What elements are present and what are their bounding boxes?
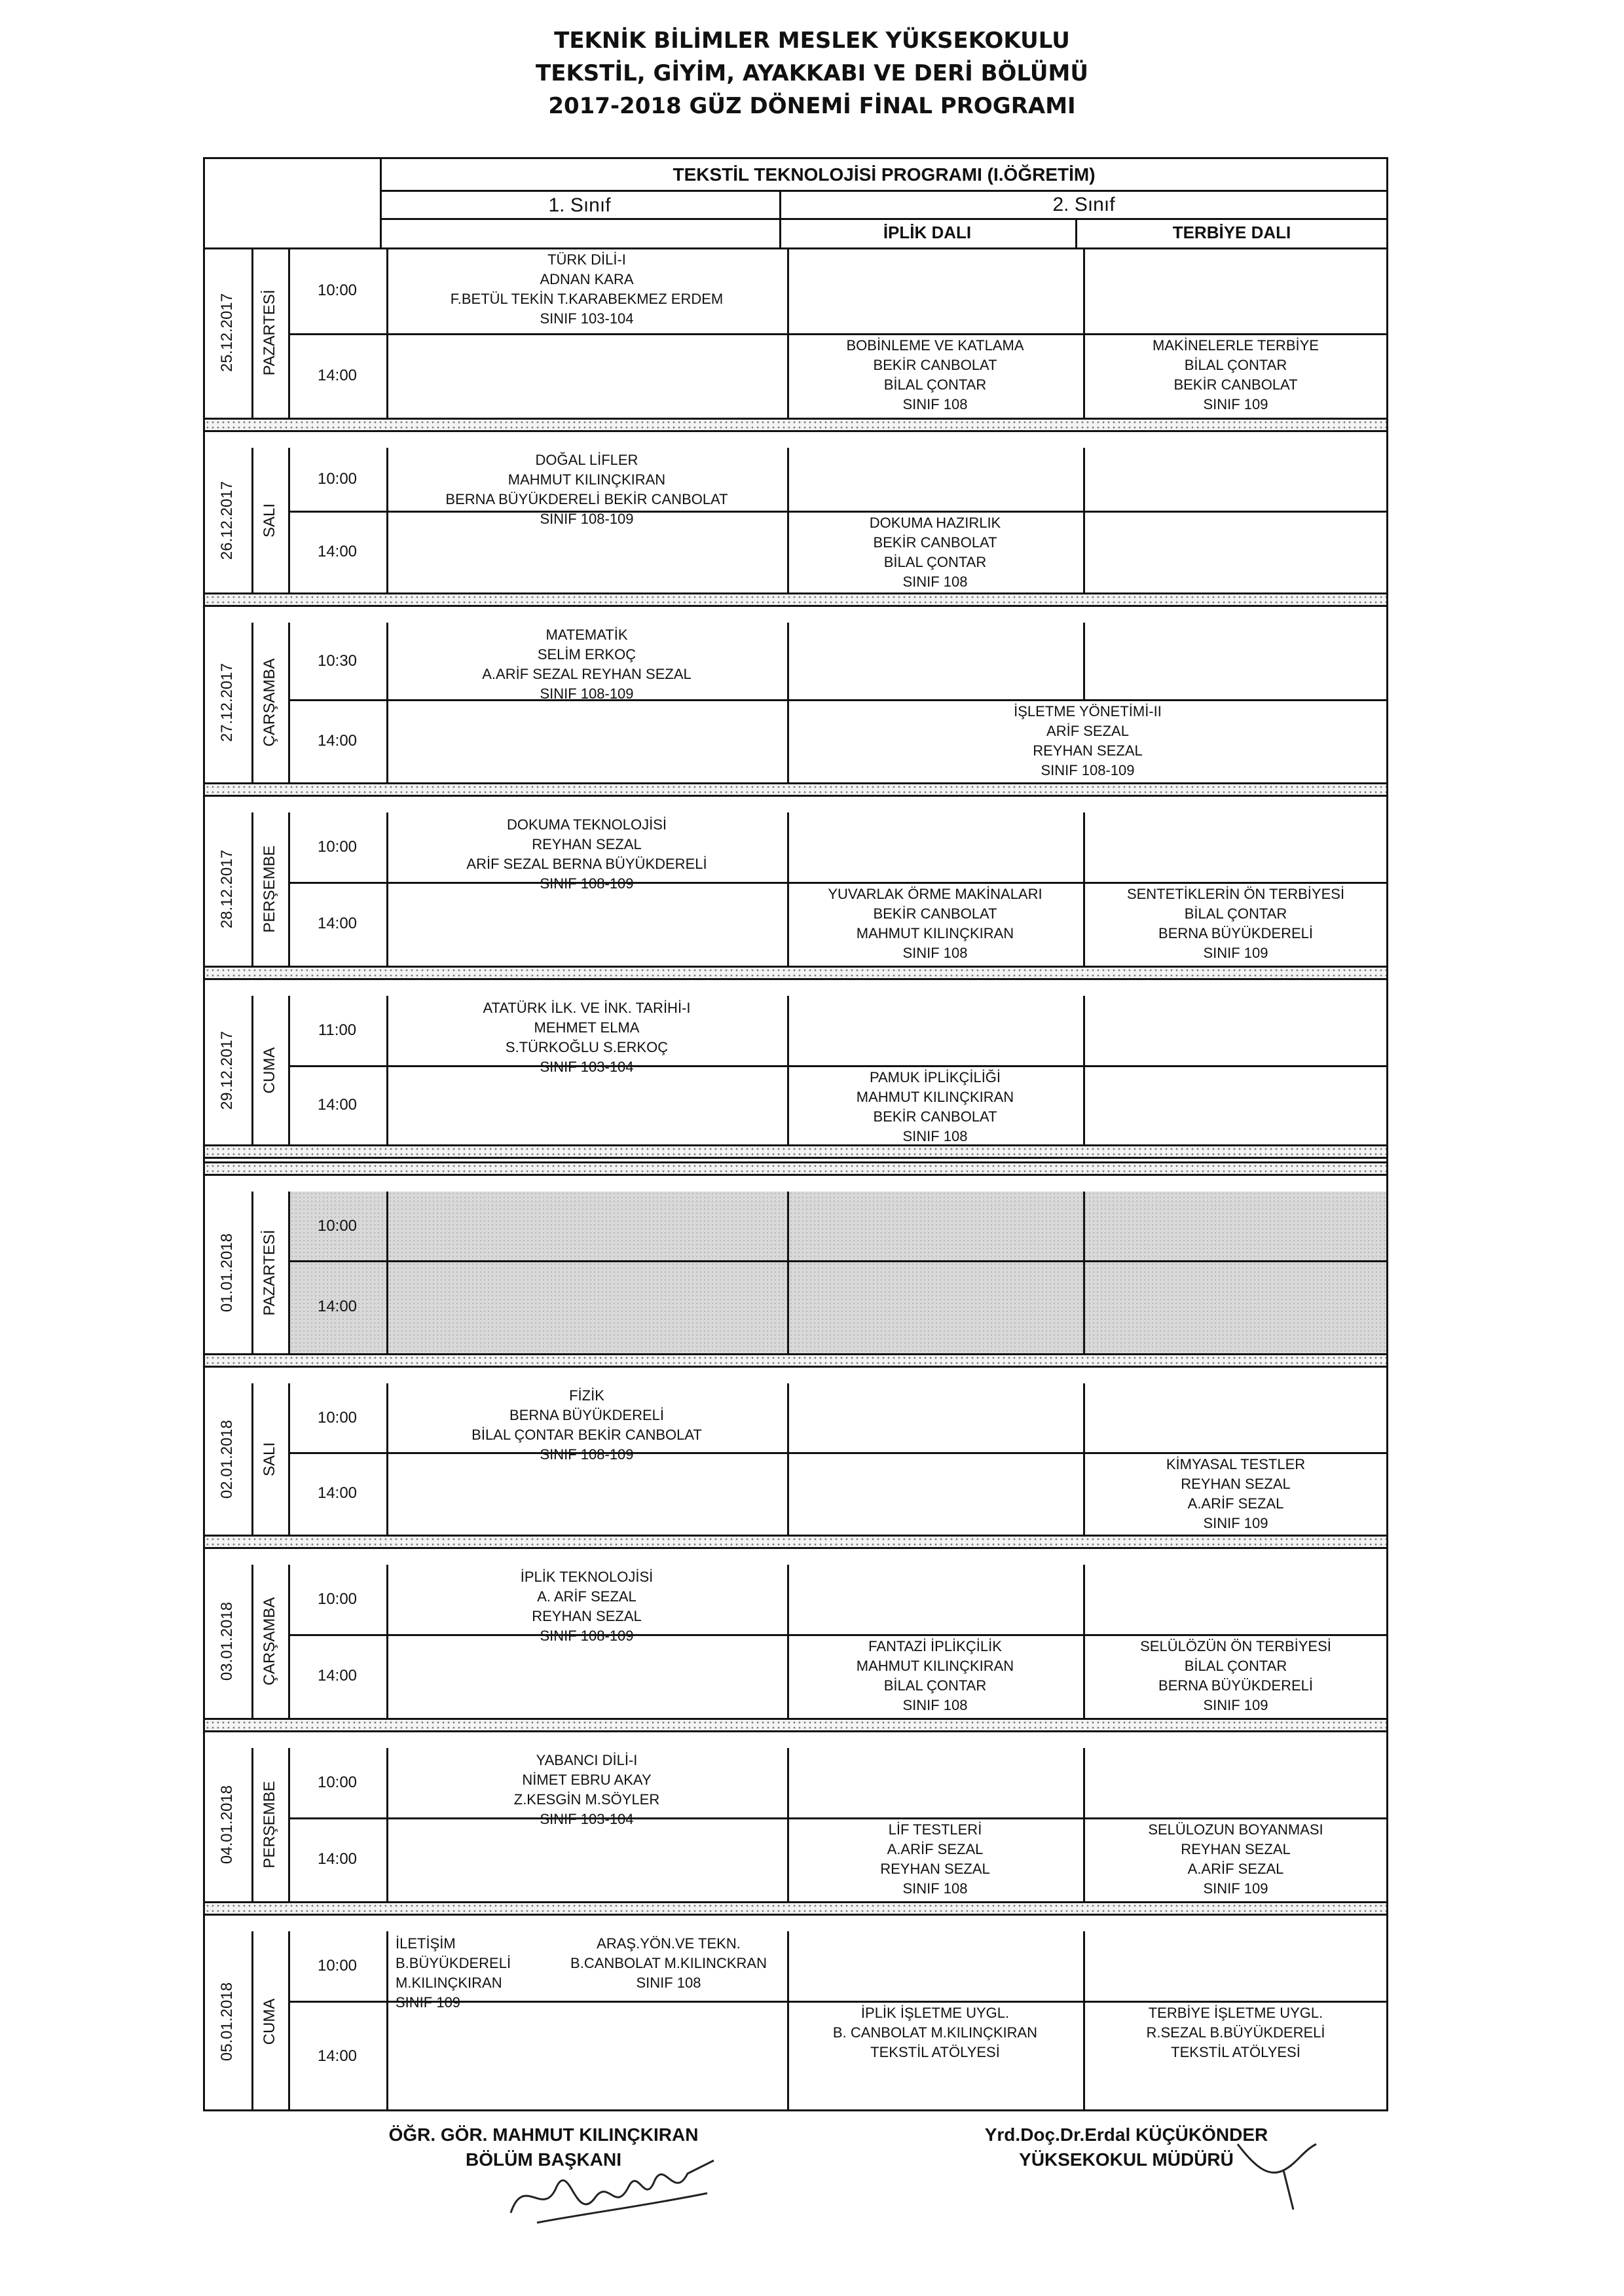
class1-exam-line: REYHAN SEZAL — [532, 1608, 642, 1624]
slot-time: 10:00 — [317, 1957, 358, 1975]
class1-exam — [386, 250, 787, 331]
exam-date-text: 02.01.2018 — [218, 1419, 236, 1499]
class1-exam-line: Z.KESGİN M.SÖYLER — [513, 1791, 660, 1808]
director-name: Yrd.Doç.Dr.Erdal KÜÇÜKÖNDER — [984, 2124, 1268, 2145]
iplik-exam-line: SINIF 108 — [902, 1697, 968, 1713]
iplik-exam-line: BOBİNLEME VE KATLAMA — [846, 337, 1024, 354]
iplik-exam — [787, 1068, 1083, 1142]
class1-exam-line: MEHMET ELMA — [534, 1019, 640, 1036]
day-separator — [205, 782, 1386, 797]
class1-exam-line: NİMET EBRU AKAY — [522, 1772, 652, 1788]
terbiye-exam-line: TERBİYE İŞLETME UYGL. — [1148, 2005, 1323, 2021]
terbiye-exam-line: MAKİNELERLE TERBİYE — [1153, 337, 1319, 354]
terbiye-exam-line: TEKSTİL ATÖLYESİ — [1171, 2044, 1301, 2060]
terbiye-exam-line: KİMYASAL TESTLER — [1166, 1456, 1306, 1472]
iplik-exam-line: BİLAL ÇONTAR — [883, 376, 987, 393]
exam-day-text: CUMA — [261, 1998, 278, 2045]
iplik-exam-line: İPLİK İŞLETME UYGL. — [860, 2005, 1010, 2021]
class1-exam — [386, 1751, 787, 1827]
class1-exam-line: BİLAL ÇONTAR BEKİR CANBOLAT — [471, 1427, 702, 1443]
class1-exam — [386, 450, 787, 527]
terbiye-exam-line: BERNA BÜYÜKDERELİ — [1158, 925, 1313, 941]
terbiye-exam-line: A.ARİF SEZAL — [1187, 1495, 1284, 1512]
class1-exam-line: DOKUMA TEKNOLOJİSİ — [506, 816, 667, 833]
exam-day-text: SALI — [261, 1442, 278, 1476]
iplik-exam-line: SINIF 108 — [902, 945, 968, 961]
slot-time: 14:00 — [317, 1095, 358, 1114]
iplik-exam — [787, 884, 1083, 963]
class1-exam-line: SINIF 103-104 — [540, 310, 634, 327]
terbiye-exam — [1083, 884, 1388, 963]
class1-exam-line: ADNAN KARA — [540, 271, 634, 287]
exam-date-text: 29.12.2017 — [218, 1030, 236, 1110]
exam-day-text: ÇARŞAMBA — [261, 1597, 278, 1686]
day-separator — [205, 1161, 1386, 1176]
exam-date-text: 25.12.2017 — [218, 293, 236, 373]
day-separator — [205, 418, 1386, 432]
class1-exam-line: SINIF 108-109 — [540, 1628, 634, 1644]
class1-exam-line: ARİF SEZAL BERNA BÜYÜKDERELİ — [466, 856, 707, 872]
class1-exam-right-line: ARAŞ.YÖN.VE TEKN. — [597, 1935, 741, 1952]
iplik-exam-line: SINIF 108 — [902, 574, 968, 590]
slot-time: 10:00 — [317, 838, 358, 856]
exam-day-text: SALI — [261, 503, 278, 538]
slot-time: 10:00 — [317, 1774, 358, 1791]
class1-exam-line: F.BETÜL TEKİN T.KARABEKMEZ ERDEM — [450, 291, 724, 307]
exam-date-text: 26.12.2017 — [218, 481, 236, 560]
class1-exam-line: DOĞAL LİFLER — [535, 452, 638, 468]
exam-day-text: ÇARŞAMBA — [261, 658, 278, 747]
terbiye-exam-line: SENTETİKLERİN ÖN TERBİYESİ — [1126, 886, 1345, 902]
class1-exam — [386, 1386, 787, 1463]
exam-day-text: PAZARTESİ — [261, 1229, 278, 1316]
terbiye-exam — [1083, 1455, 1388, 1532]
class1-exam-line: İPLİK TEKNOLOJİSİ — [520, 1569, 654, 1585]
iplik-exam-line: BEKİR CANBOLAT — [873, 357, 997, 373]
class1-exam-line: YABANCI DİLİ-I — [536, 1752, 638, 1768]
exam-date-text: 27.12.2017 — [218, 663, 236, 742]
class1-exam-left-line: İLETİŞİM — [396, 1935, 456, 1952]
exam-day-text: CUMA — [261, 1047, 278, 1093]
class1-exam-right-line: B.CANBOLAT M.KILINCKRAN — [570, 1955, 767, 1971]
class1-exam-line: TÜRK DİLİ-I — [547, 251, 626, 268]
terbiye-exam-line: REYHAN SEZAL — [1181, 1476, 1291, 1492]
dept-head-signature — [498, 2134, 747, 2232]
slot-time: 14:00 — [317, 915, 358, 932]
iplik-exam-line: B. CANBOLAT M.KILINÇKIRAN — [832, 2024, 1038, 2041]
iplik-exam-line: DOKUMA HAZIRLIK — [869, 515, 1001, 531]
iplik-exam-line: SINIF 108 — [902, 1880, 968, 1897]
iplik-exam-line: YUVARLAK ÖRME MAKİNALARI — [828, 886, 1043, 902]
class2-common-exam-line: SINIF 108-109 — [1041, 762, 1135, 778]
terbiye-exam-line: SINIF 109 — [1203, 945, 1268, 961]
class1-exam-line: SINIF 108-109 — [540, 1446, 634, 1463]
class1-exam-line: SELİM ERKOÇ — [537, 646, 637, 663]
class1-exam-line: SINIF 108-109 — [540, 875, 634, 892]
class1-exam-line: BERNA BÜYÜKDERELİ BEKİR CANBOLAT — [445, 491, 728, 507]
day-separator — [205, 1144, 1386, 1159]
director-title: YÜKSEKOKUL MÜDÜRÜ — [1019, 2149, 1234, 2170]
class1-exam-left-line: SINIF 109 — [396, 1994, 461, 2011]
slot-time: 14:00 — [317, 1667, 358, 1685]
class1-exam-line: SINIF 103-104 — [540, 1811, 634, 1827]
department-title: TEKSTİL, GİYİM, AYAKKABI VE DERİ BÖLÜMÜ — [536, 60, 1088, 86]
exam-date-text: 03.01.2018 — [218, 1601, 236, 1681]
exam-date-text: 05.01.2018 — [218, 1982, 236, 2061]
class1-exam — [386, 1567, 787, 1644]
branch-iplik-header: İPLİK DALI — [883, 223, 972, 242]
class1-exam-right — [550, 1934, 787, 1998]
terbiye-exam-line: SINIF 109 — [1203, 1697, 1268, 1713]
terbiye-exam-line: SINIF 109 — [1203, 1515, 1268, 1531]
terbiye-exam-line: SELÜLÖZÜN ÖN TERBİYESİ — [1140, 1638, 1331, 1654]
terbiye-exam — [1083, 1637, 1388, 1715]
terbiye-exam-line: SELÜLOZUN BOYANMASI — [1148, 1821, 1323, 1838]
class1-exam — [386, 998, 787, 1075]
slot-time: 10:00 — [317, 1216, 358, 1235]
terbiye-exam-line: BİLAL ÇONTAR — [1184, 357, 1287, 373]
slot-time: 14:00 — [317, 1484, 358, 1502]
exam-date-text: 28.12.2017 — [218, 849, 236, 929]
slot-time: 10:00 — [317, 1408, 358, 1427]
program-title: TEKSTİL TEKNOLOJİSİ PROGRAMI (I.ÖĞRETİM) — [673, 164, 1096, 185]
class1-exam-line: ATATÜRK İLK. VE İNK. TARİHİ-I — [483, 1000, 691, 1016]
slot-time: 14:00 — [317, 2047, 358, 2065]
class1-exam — [386, 815, 787, 892]
iplik-exam — [787, 336, 1083, 415]
terbiye-exam-line: SINIF 109 — [1203, 396, 1268, 412]
iplik-exam-line: BİLAL ÇONTAR — [883, 554, 987, 570]
day-separator — [205, 1718, 1386, 1732]
slot-time: 14:00 — [317, 731, 358, 750]
slot-time: 10:00 — [317, 281, 358, 299]
class2-common-exam-line: ARİF SEZAL — [1046, 723, 1129, 739]
slot-time: 10:30 — [317, 651, 358, 670]
iplik-exam-line: BEKİR CANBOLAT — [873, 1108, 997, 1125]
class2-common-exam — [787, 702, 1388, 780]
class1-exam-line: SINIF 108-109 — [540, 685, 634, 702]
class1-exam-line: SINIF 108-109 — [540, 511, 634, 527]
slot-time: 14:00 — [317, 1850, 358, 1868]
iplik-exam-line: PAMUK İPLİKÇİLİĞİ — [869, 1069, 1001, 1085]
class1-exam-line: S.TÜRKOĞLU S.ERKOÇ — [505, 1039, 669, 1055]
iplik-exam-line: SINIF 108 — [902, 1128, 968, 1144]
class1-exam-line: MATEMATİK — [545, 627, 628, 643]
class1-exam-line: MAHMUT KILINÇKIRAN — [507, 471, 666, 488]
iplik-exam-line: SINIF 108 — [902, 396, 968, 412]
iplik-exam-line: MAHMUT KILINÇKIRAN — [856, 1089, 1014, 1105]
terbiye-exam-line: A.ARİF SEZAL — [1187, 1861, 1284, 1877]
iplik-exam-line: TEKSTİL ATÖLYESİ — [870, 2044, 1000, 2060]
exam-date-text: 04.01.2018 — [218, 1785, 236, 1865]
slot-time: 14:00 — [317, 366, 358, 384]
terbiye-exam — [1083, 1820, 1388, 1899]
class1-exam-left-line: M.KILINÇKIRAN — [396, 1975, 502, 1991]
terbiye-exam — [1083, 336, 1388, 415]
day-separator — [205, 1901, 1386, 1916]
class1-exam-left-line: B.BÜYÜKDERELİ — [396, 1955, 511, 1971]
class2-header: 2. Sınıf — [1052, 194, 1115, 215]
class1-exam-left — [386, 1934, 576, 2011]
terbiye-exam-line: R.SEZAL B.BÜYÜKDERELİ — [1146, 2024, 1325, 2041]
class1-exam-line: A. ARİF SEZAL — [537, 1588, 637, 1605]
terbiye-exam — [1083, 2003, 1388, 2109]
slot-time: 14:00 — [317, 542, 358, 560]
director-signature — [1231, 2131, 1329, 2216]
iplik-exam-line: REYHAN SEZAL — [880, 1861, 990, 1877]
iplik-exam — [787, 2003, 1083, 2109]
class2-common-exam-line: REYHAN SEZAL — [1033, 742, 1143, 759]
iplik-exam — [787, 513, 1083, 590]
terbiye-exam-line: REYHAN SEZAL — [1181, 1841, 1291, 1857]
iplik-exam-line: LİF TESTLERİ — [888, 1821, 982, 1838]
terbiye-exam-line: SINIF 109 — [1203, 1880, 1268, 1897]
day-separator — [205, 592, 1386, 607]
class1-exam — [386, 625, 787, 702]
exam-day-text: PAZARTESİ — [261, 289, 278, 376]
schedule-title: 2017-2018 GÜZ DÖNEMİ FİNAL PROGRAMI — [548, 93, 1076, 119]
class1-header: 1. Sınıf — [548, 194, 611, 216]
day-separator — [205, 966, 1386, 980]
class1-exam-line: BERNA BÜYÜKDERELİ — [509, 1407, 664, 1423]
terbiye-exam-line: BEKİR CANBOLAT — [1173, 376, 1298, 393]
class1-exam-line: REYHAN SEZAL — [532, 836, 642, 852]
class1-exam-line: FİZİK — [569, 1387, 604, 1404]
class1-exam-line: A.ARİF SEZAL REYHAN SEZAL — [482, 666, 692, 682]
exam-day-text: PERŞEMBE — [261, 845, 278, 933]
iplik-exam-line: BİLAL ÇONTAR — [883, 1677, 987, 1694]
day-separator — [205, 1353, 1386, 1368]
exam-day-text: PERŞEMBE — [261, 1781, 278, 1868]
iplik-exam-line: BEKİR CANBOLAT — [873, 534, 997, 551]
iplik-exam — [787, 1820, 1083, 1899]
iplik-exam-line: MAHMUT KILINÇKIRAN — [856, 1658, 1014, 1674]
exam-date-text: 01.01.2018 — [218, 1233, 236, 1312]
dept-head-title: BÖLÜM BAŞKANI — [466, 2149, 621, 2170]
class1-exam-right-line: SINIF 108 — [636, 1975, 701, 1991]
school-title: TEKNİK BİLİMLER MESLEK YÜKSEKOKULU — [554, 27, 1070, 54]
slot-time: 10:00 — [317, 1590, 358, 1608]
iplik-exam-line: MAHMUT KILINÇKIRAN — [856, 925, 1014, 941]
dept-head-name: ÖĞR. GÖR. MAHMUT KILINÇKIRAN — [388, 2124, 699, 2145]
iplik-exam-line: FANTAZİ İPLİKÇİLİK — [868, 1638, 1002, 1654]
slot-time: 11:00 — [318, 1021, 357, 1039]
branch-terbiye-header: TERBİYE DALI — [1172, 223, 1291, 242]
terbiye-exam-line: BİLAL ÇONTAR — [1184, 1658, 1287, 1674]
slot-time: 14:00 — [317, 1298, 358, 1315]
class2-common-exam-line: İŞLETME YÖNETİMİ-II — [1014, 703, 1162, 720]
iplik-exam — [787, 1637, 1083, 1715]
class1-exam-line: SINIF 103-104 — [540, 1059, 634, 1075]
slot-time: 10:00 — [317, 470, 358, 488]
day-separator — [205, 1535, 1386, 1549]
terbiye-exam-line: BERNA BÜYÜKDERELİ — [1158, 1677, 1313, 1694]
iplik-exam-line: BEKİR CANBOLAT — [873, 905, 997, 922]
terbiye-exam-line: BİLAL ÇONTAR — [1184, 905, 1287, 922]
holiday-shading — [290, 1192, 1386, 1353]
iplik-exam-line: A.ARİF SEZAL — [887, 1841, 984, 1857]
